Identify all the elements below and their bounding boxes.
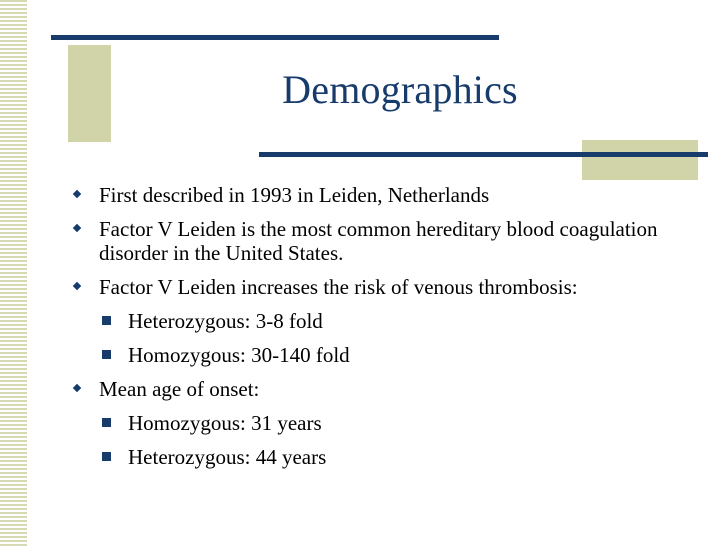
diamond-bullet-icon — [73, 384, 81, 392]
bullet-text-3: Factor V Leiden increases the risk of venous thrombosis: — [99, 275, 578, 299]
bullet-text-4: Mean age of onset: — [99, 377, 260, 401]
bullet-item-4 — [72, 377, 712, 401]
sub-bullet-item-1 — [72, 309, 712, 333]
square-bullet-icon — [102, 452, 111, 461]
diamond-bullet-icon — [73, 190, 81, 198]
right-olive-block — [582, 140, 698, 180]
top-navy-bar — [51, 35, 499, 40]
bullet-item-2 — [72, 217, 712, 265]
sub-bullet-text-3: Homozygous: 31 years — [128, 411, 322, 435]
bullet-item-1 — [72, 183, 712, 207]
slide-title: Demographics — [282, 67, 518, 112]
bullet-list — [72, 183, 712, 479]
sub-bullet-text-2: Homozygous: 30-140 fold — [128, 343, 350, 367]
square-bullet-icon — [102, 350, 111, 359]
sub-bullet-item-4 — [72, 445, 712, 469]
sub-bullet-text-1: Heterozygous: 3-8 fold — [128, 309, 323, 333]
square-bullet-icon — [102, 316, 111, 325]
diamond-bullet-icon — [73, 282, 81, 290]
bullet-item-3 — [72, 275, 712, 299]
bottom-navy-bar — [259, 152, 708, 157]
sub-bullet-item-3 — [72, 411, 712, 435]
sub-bullet-text-4: Heterozygous: 44 years — [128, 445, 327, 469]
square-bullet-icon — [102, 418, 111, 427]
bullet-text-2: Factor V Leiden is the most common hereditary blood coagulation disorder in the United States. — [99, 217, 658, 265]
sub-bullet-item-2 — [72, 343, 712, 367]
diamond-bullet-icon — [73, 224, 81, 232]
bullet-text-1: First described in 1993 in Leiden, Netherlands — [99, 183, 490, 207]
